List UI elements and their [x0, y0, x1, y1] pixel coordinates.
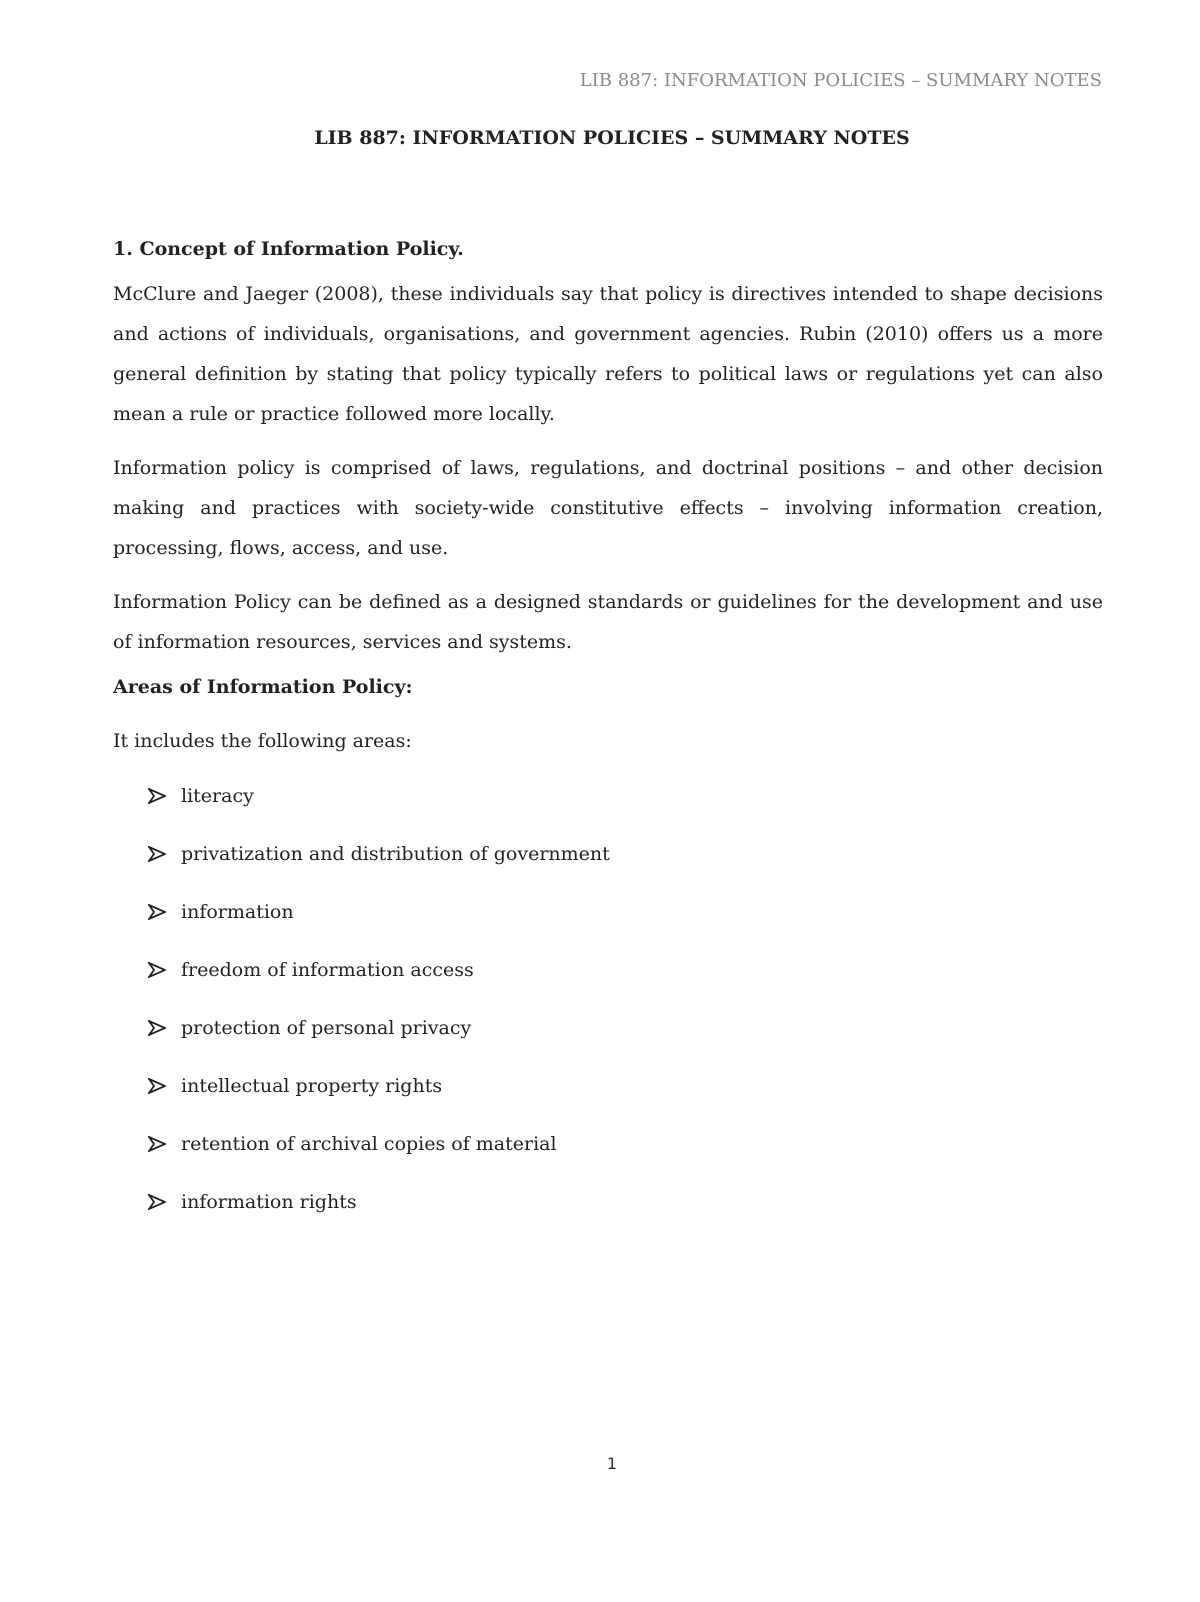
list-item-label: intellectual property rights: [181, 1075, 443, 1097]
paragraph: Information Policy can be defined as a designed standards or guidelines for the development and use of information resources, services and systems.: [113, 591, 1103, 653]
list-item: [113, 958, 1103, 982]
list-item-label: information: [181, 901, 294, 923]
list-item: [113, 1132, 1103, 1156]
running-header: LIB 887: INFORMATION POLICIES – SUMMARY NOTES: [579, 70, 1102, 91]
list-item-label: protection of personal privacy: [181, 1017, 472, 1039]
arrowhead-bullet-icon: [148, 962, 166, 978]
page-number: 1: [606, 1454, 618, 1473]
areas-intro: It includes the following areas:: [113, 730, 412, 752]
list-item: [113, 1016, 1103, 1040]
paragraph: McClure and Jaeger (2008), these individuals say that policy is directives intended to shape decisions and actions of individuals, organisations, and government agencies. Rubin (2010) offers us a more general definition by stating that policy typically refers to political laws or regulations yet can also mean a rule or practice followed more locally.: [113, 283, 1103, 425]
document-body: [113, 238, 1103, 1248]
areas-list: [113, 784, 1103, 1214]
arrowhead-bullet-icon: [148, 1136, 166, 1152]
list-item: [113, 1190, 1103, 1214]
list-item-label: literacy: [181, 785, 254, 807]
list-item: [113, 900, 1103, 924]
document-title: LIB 887: INFORMATION POLICIES – SUMMARY NOTES: [314, 127, 910, 149]
arrowhead-bullet-icon: [148, 846, 166, 862]
list-item-label: privatization and distribution of government: [181, 843, 610, 865]
areas-heading: Areas of Information Policy:: [113, 676, 413, 698]
paragraph: Information policy is comprised of laws, regulations, and doctrinal positions – and other decision making and practices with society-wide constitutive effects – involving information creation, processing, flows, access, and use.: [113, 457, 1103, 559]
arrowhead-bullet-icon: [148, 1078, 166, 1094]
list-item: [113, 842, 1103, 866]
list-item: [113, 784, 1103, 808]
section-heading: 1. Concept of Information Policy.: [113, 238, 464, 260]
list-item: [113, 1074, 1103, 1098]
arrowhead-bullet-icon: [148, 1020, 166, 1036]
list-item-label: information rights: [181, 1191, 357, 1213]
arrowhead-bullet-icon: [148, 1194, 166, 1210]
list-item-label: freedom of information access: [181, 959, 474, 981]
arrowhead-bullet-icon: [148, 904, 166, 920]
list-item-label: retention of archival copies of material: [181, 1133, 557, 1155]
arrowhead-bullet-icon: [148, 788, 166, 804]
